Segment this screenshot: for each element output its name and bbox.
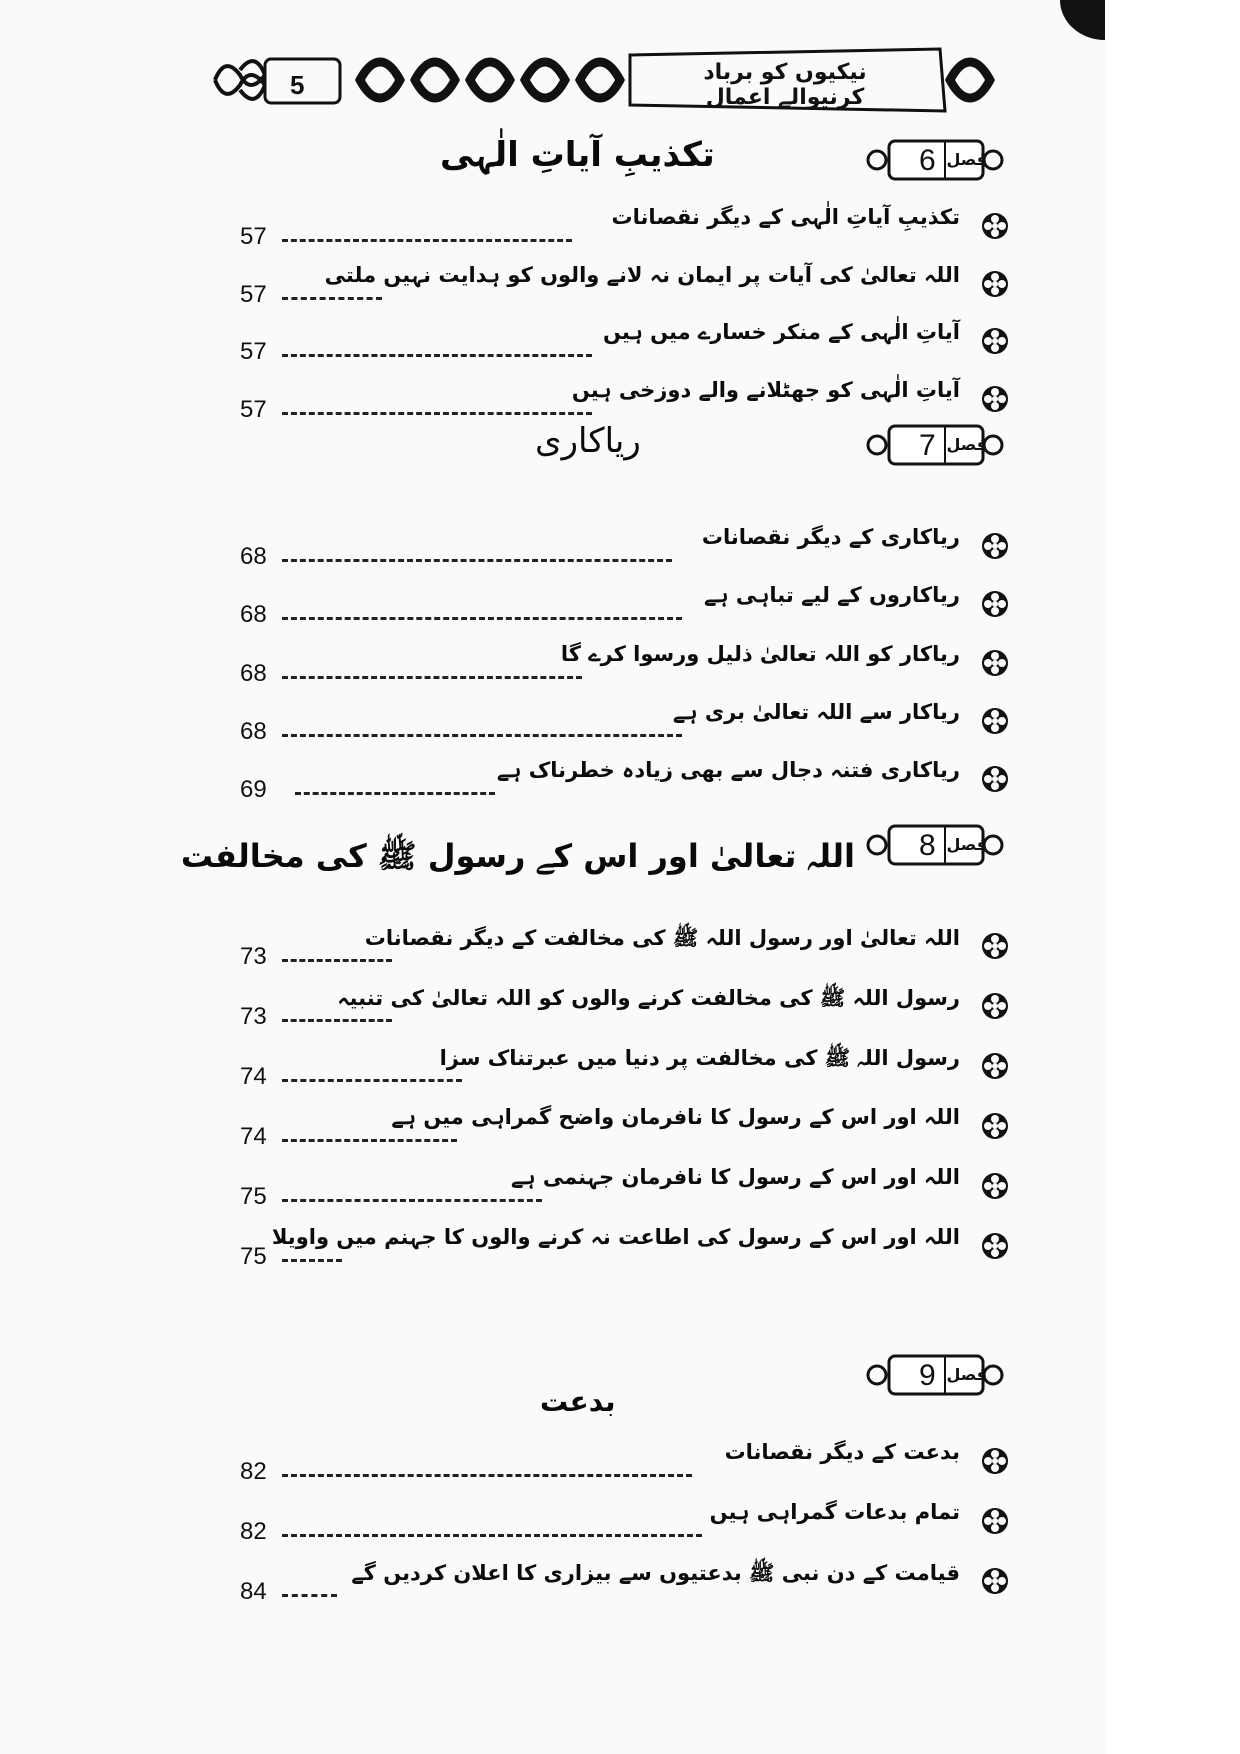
- entry-page-number: 68: [240, 543, 267, 570]
- flower-rosette-icon: [980, 1231, 1010, 1261]
- flower-rosette-icon: [980, 764, 1010, 794]
- entry-title: بدعت کے دیگر نقصانات: [724, 1440, 960, 1464]
- flower-rosette-icon: [980, 384, 1010, 414]
- chapter-heading-6: [215, 130, 1005, 190]
- dotted-leader: [282, 297, 382, 300]
- entry-title: قیامت کے دن نبی ﷺ بدعتیوں سے بیزاری کا اعلان کردیں گے: [351, 1561, 960, 1585]
- chapter-badge: [865, 423, 1005, 467]
- entry-page-number: 82: [240, 1458, 267, 1485]
- chapter-badge: [865, 1353, 1005, 1397]
- toc-entry[interactable]: [240, 1560, 1010, 1610]
- chapter-number: 6: [919, 144, 936, 177]
- entry-title: اللہ تعالیٰ کی آیات پر ایمان نہ لانے والوں کو ہدایت نہیں ملتی: [324, 263, 960, 287]
- toc-entry[interactable]: [240, 263, 1010, 313]
- entry-title: اللہ اور اس کے رسول کی اطاعت نہ کرنے والوں کا جہنم میں واویلا: [271, 1225, 960, 1249]
- flower-rosette-icon: [980, 1446, 1010, 1476]
- entry-title: اللہ اور اس کے رسول کا نافرمان واضح گمراہی میں ہے: [391, 1105, 960, 1129]
- dotted-leader: [282, 559, 672, 562]
- dotted-leader: [282, 676, 582, 679]
- entry-page-number: 57: [240, 281, 267, 308]
- toc-entry[interactable]: [240, 205, 1010, 255]
- toc-entry[interactable]: [240, 320, 1010, 370]
- toc-entry[interactable]: [240, 525, 1010, 575]
- entry-page-number: 57: [240, 396, 267, 423]
- entry-page-number: 68: [240, 660, 267, 687]
- entry-page-number: 82: [240, 1518, 267, 1545]
- flower-rosette-icon: [980, 991, 1010, 1021]
- chapter-title: تکذیبِ آیاتِ الٰہی: [440, 135, 715, 175]
- flower-rosette-icon: [980, 269, 1010, 299]
- chapter-heading-7: [215, 415, 1005, 475]
- entry-page-number: 73: [240, 1003, 267, 1030]
- toc-entry[interactable]: [240, 1500, 1010, 1550]
- flower-rosette-icon: [980, 326, 1010, 356]
- entry-page-number: 75: [240, 1243, 267, 1270]
- chapter-number: 8: [919, 829, 936, 862]
- flower-rosette-icon: [980, 1171, 1010, 1201]
- toc-entry[interactable]: [240, 700, 1010, 750]
- entry-title: ریاکاری فتنہ دجال سے بھی زیادہ خطرناک ہے: [496, 758, 960, 782]
- chapter-heading-8: [180, 815, 1005, 895]
- chapter-title: اللہ تعالیٰ اور اس کے رسول ﷺ کی مخالفت: [180, 837, 855, 875]
- flower-rosette-icon: [980, 1506, 1010, 1536]
- page-number: 5: [290, 70, 305, 100]
- toc-entry[interactable]: [240, 1105, 1010, 1155]
- toc-entry[interactable]: [240, 642, 1010, 692]
- entry-title: آیاتِ الٰہی کو جھٹلانے والے دوزخی ہیں: [571, 378, 960, 402]
- chapter-heading-9: [215, 1345, 1005, 1425]
- entry-title: ریاکاروں کے لیے تباہی ہے: [703, 583, 960, 607]
- flower-rosette-icon: [980, 648, 1010, 678]
- chapter-badge: [865, 138, 1005, 182]
- flower-rosette-icon: [980, 1566, 1010, 1596]
- chapter-label: فصل: [946, 835, 987, 854]
- scan-shadow-corner: [1060, 0, 1105, 40]
- toc-entry[interactable]: [240, 758, 1010, 808]
- entry-title: ریاکار کو اللہ تعالیٰ ذلیل ورسوا کرے گا: [560, 642, 960, 666]
- entry-title: رسول اللہ ﷺ کی مخالفت کرنے والوں کو اللہ تعالیٰ کی تنبیہ: [337, 986, 960, 1010]
- dotted-leader: [282, 734, 682, 737]
- flower-rosette-icon: [980, 706, 1010, 736]
- dotted-leader: [282, 239, 572, 242]
- toc-entry[interactable]: [240, 1440, 1010, 1490]
- dotted-leader: [282, 1139, 457, 1142]
- entry-title: اللہ تعالیٰ اور رسول اللہ ﷺ کی مخالفت کے دیگر نقصانات: [364, 926, 960, 950]
- entry-title: ریاکاری کے دیگر نقصانات: [701, 525, 960, 549]
- chapter-label: فصل: [946, 1365, 987, 1384]
- chapter-title: ریاکاری: [535, 421, 641, 461]
- flower-rosette-icon: [980, 1111, 1010, 1141]
- dotted-leader: [282, 1019, 392, 1022]
- flower-rosette-icon: [980, 531, 1010, 561]
- entry-page-number: 68: [240, 601, 267, 628]
- chapter-badge: [865, 823, 1005, 867]
- entry-page-number: 69: [240, 776, 267, 803]
- entry-page-number: 84: [240, 1578, 267, 1605]
- toc-entry[interactable]: [240, 1045, 1010, 1095]
- entry-title: رسول اللہ ﷺ کی مخالفت پر دنیا میں عبرتناک سزا: [439, 1046, 960, 1070]
- entry-title: تمام بدعات گمراہی ہیں: [709, 1500, 960, 1524]
- toc-entry[interactable]: [240, 583, 1010, 633]
- flower-rosette-icon: [980, 589, 1010, 619]
- dotted-leader: [282, 959, 392, 962]
- dotted-leader: [282, 1594, 337, 1597]
- entry-page-number: 73: [240, 943, 267, 970]
- entry-title: آیاتِ الٰہی کے منکر خسارے میں ہیں: [603, 320, 960, 344]
- dotted-leader: [282, 1079, 462, 1082]
- entry-page-number: 74: [240, 1063, 267, 1090]
- chapter-label: فصل: [946, 435, 987, 454]
- dotted-leader: [282, 1259, 342, 1262]
- toc-entry[interactable]: [240, 1165, 1010, 1215]
- toc-entry[interactable]: [240, 985, 1010, 1035]
- entry-page-number: 74: [240, 1123, 267, 1150]
- chapter-number: 7: [919, 429, 936, 462]
- chapter-title: بدعت: [540, 1385, 616, 1418]
- dotted-leader: [282, 354, 592, 357]
- dotted-leader: [295, 792, 495, 795]
- entry-title: ریاکار سے اللہ تعالیٰ بری ہے: [672, 700, 960, 724]
- chapter-label: فصل: [946, 150, 987, 169]
- flower-rosette-icon: [980, 931, 1010, 961]
- running-book-title: نیکیوں کو برباد کرنیوالے اعمال: [703, 60, 867, 110]
- entry-title: اللہ اور اس کے رسول کا نافرمان جہنمی ہے: [510, 1165, 960, 1189]
- dotted-leader: [282, 1199, 542, 1202]
- entry-page-number: 57: [240, 223, 267, 250]
- entry-page-number: 75: [240, 1183, 267, 1210]
- entry-title: تکذیبِ آیاتِ الٰہی کے دیگر نقصانات: [611, 205, 960, 229]
- flower-rosette-icon: [980, 211, 1010, 241]
- dotted-leader: [282, 1474, 692, 1477]
- dotted-leader: [282, 617, 682, 620]
- toc-entry[interactable]: [240, 1225, 1010, 1275]
- dotted-leader: [282, 1534, 702, 1537]
- flower-rosette-icon: [980, 1051, 1010, 1081]
- entry-page-number: 57: [240, 338, 267, 365]
- entry-page-number: 68: [240, 718, 267, 745]
- chapter-number: 9: [919, 1359, 936, 1392]
- toc-entry[interactable]: [240, 925, 1010, 975]
